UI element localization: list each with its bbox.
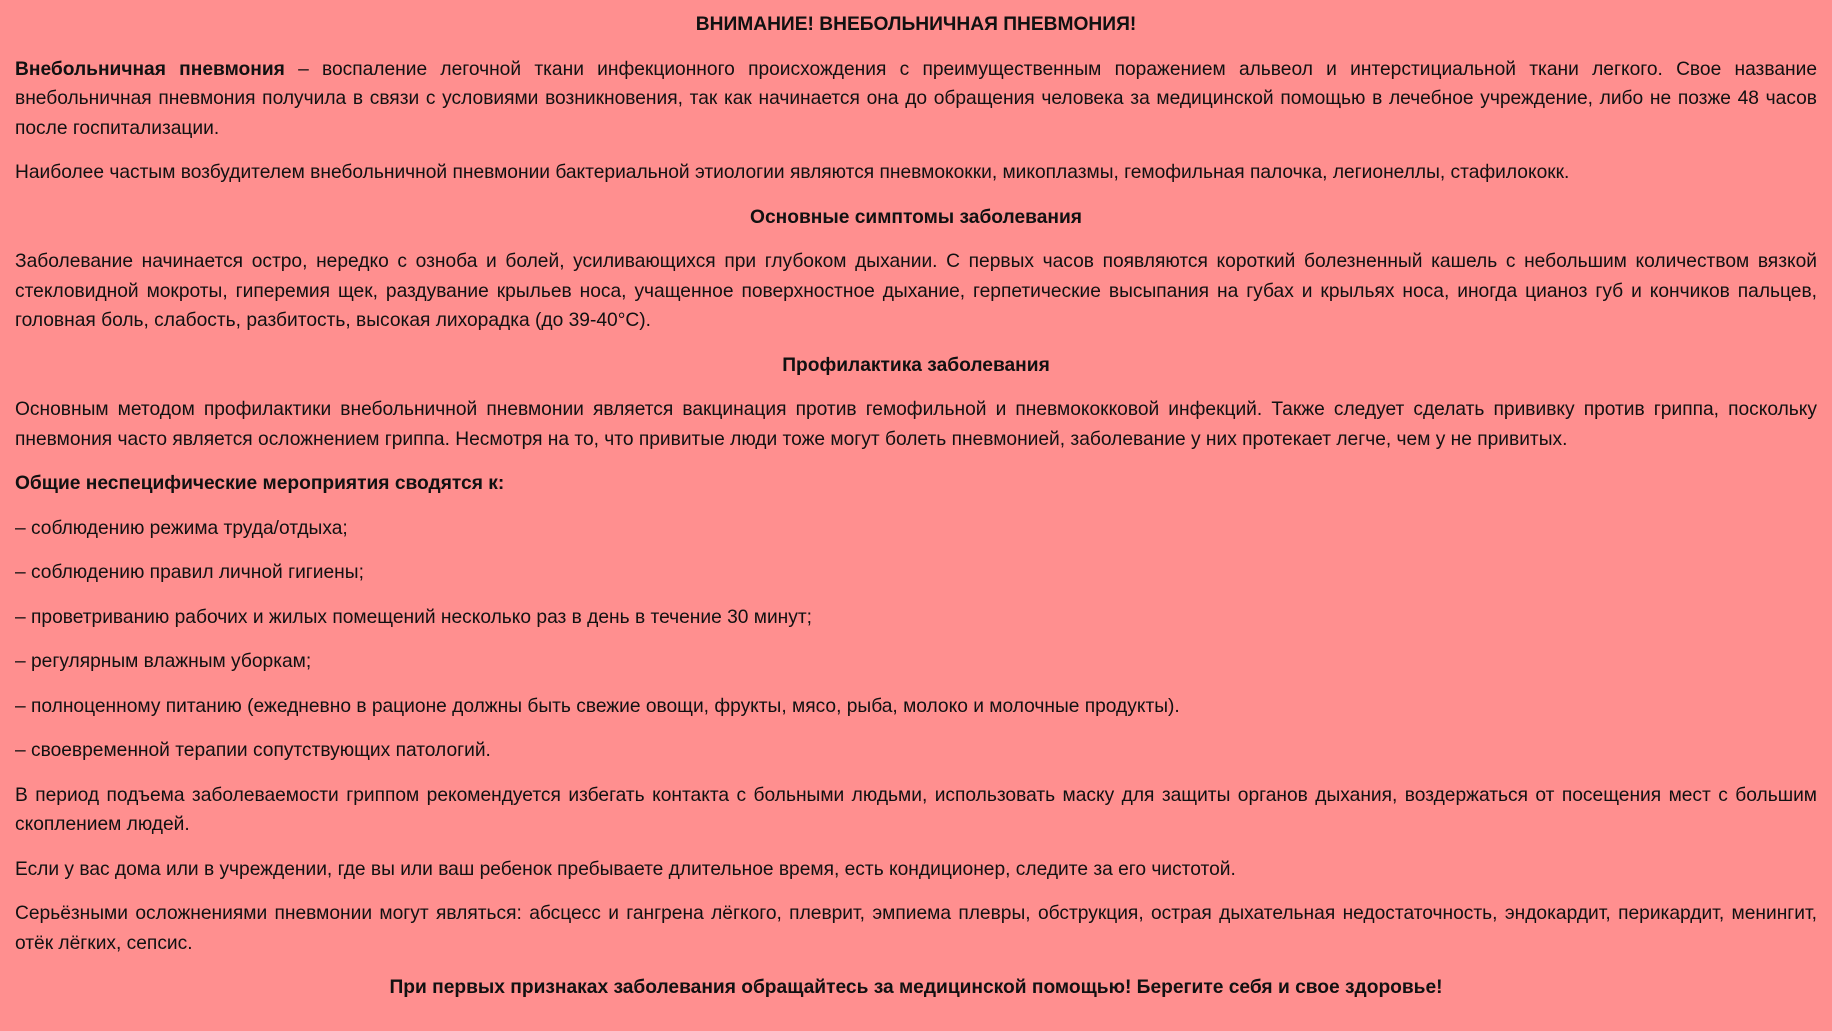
measure-item: – полноценному питанию (ежедневно в рационе должны быть свежие овощи, фрукты, мясо, рыба, молоко и молочные продукты). [15,695,1180,717]
complications-paragraph: Серьёзными осложнениями пневмонии могут являться: абсцесс и гангрена лёгкого, плеврит, эмпиема плевры, обструкция, острая дыхательная недостаточность, эндокардит, перикардит, менингит, отёк лёгких, сепсис. [15,903,1817,954]
measure-item: – соблюдению правил личной гигиены; [15,562,364,583]
intro-term: Внебольничная пневмония [15,58,285,80]
pathogens-paragraph: Наиболее частым возбудителем внебольничной пневмонии бактериальной этиологии являются пневмококки, микоплазмы, гемофильная палочка, легионеллы, стафилококк. [15,162,1570,183]
symptoms-heading: Основные симптомы заболевания [750,206,1082,228]
intro-paragraph [15,55,1817,144]
measure-item: – своевременной терапии сопутствующих патологий. [15,740,491,761]
air-conditioner-paragraph: Если у вас дома или в учреждении, где вы или ваш ребенок пребываете длительное время, есть кондиционер, следите за его чистотой. [15,858,1236,880]
flu-season-paragraph: В период подъема заболеваемости гриппом рекомендуется избегать контакта с больными людьми, использовать маску для защиты органов дыхания, воздержаться от посещения мест с большим скоплением людей. [15,784,1817,835]
intro-text: – воспаление легочной ткани инфекционного происхождения с преимущественным поражением альвеол и интерстициальной ткани легкого. Свое название внебольничная пневмония получила в связи с условиями возникновения, так как начинается она до обращения человека за медицинской помощью в лечебное учреждение, либо не позже 48 часов после госпитализации. [15,58,1817,139]
notice-title: ВНИМАНИЕ! ВНЕБОЛЬНИЧНАЯ ПНЕВМОНИЯ! [695,14,1137,35]
measure-item: – регулярным влажным уборкам; [15,651,312,672]
measures-heading: Общие неспецифические мероприятия сводятся к: [15,473,505,494]
prevention-heading: Профилактика заболевания [782,354,1050,376]
symptoms-paragraph: Заболевание начинается остро, нередко с озноба и болей, усиливающихся при глубоком дыхании. С первых часов появляются короткий болезненный кашель с небольшим количеством вязкой стекловидной мокроты, гиперемия щек, раздувание крыльев носа, учащенное поверхностное дыхание, герпетические высыпания на губах и крыльях носа, иногда цианоз губ и кончиков пальцев, головная боль, слабость, разбитость, высокая лихорадка (до 39-40°С). [15,251,1817,331]
prevention-paragraph: Основным методом профилактики внебольничной пневмонии является вакцинация против гемофильной и пневмококковой инфекций. Также следует сделать прививку против гриппа, поскольку пневмония часто является осложнением гриппа. Несмотря на то, что привитые люди тоже могут болеть пневмонией, заболевание у них протекает легче, чем у не привитых. [15,399,1817,450]
measure-item: – соблюдению режима труда/отдыха; [15,517,348,539]
measure-item: – проветриванию рабочих и жилых помещений несколько раз в день в течение 30 минут; [15,606,812,628]
closing-message: При первых признаках заболевания обращайтесь за медицинской помощью! Берегите себя и свое здоровье! [389,977,1443,998]
